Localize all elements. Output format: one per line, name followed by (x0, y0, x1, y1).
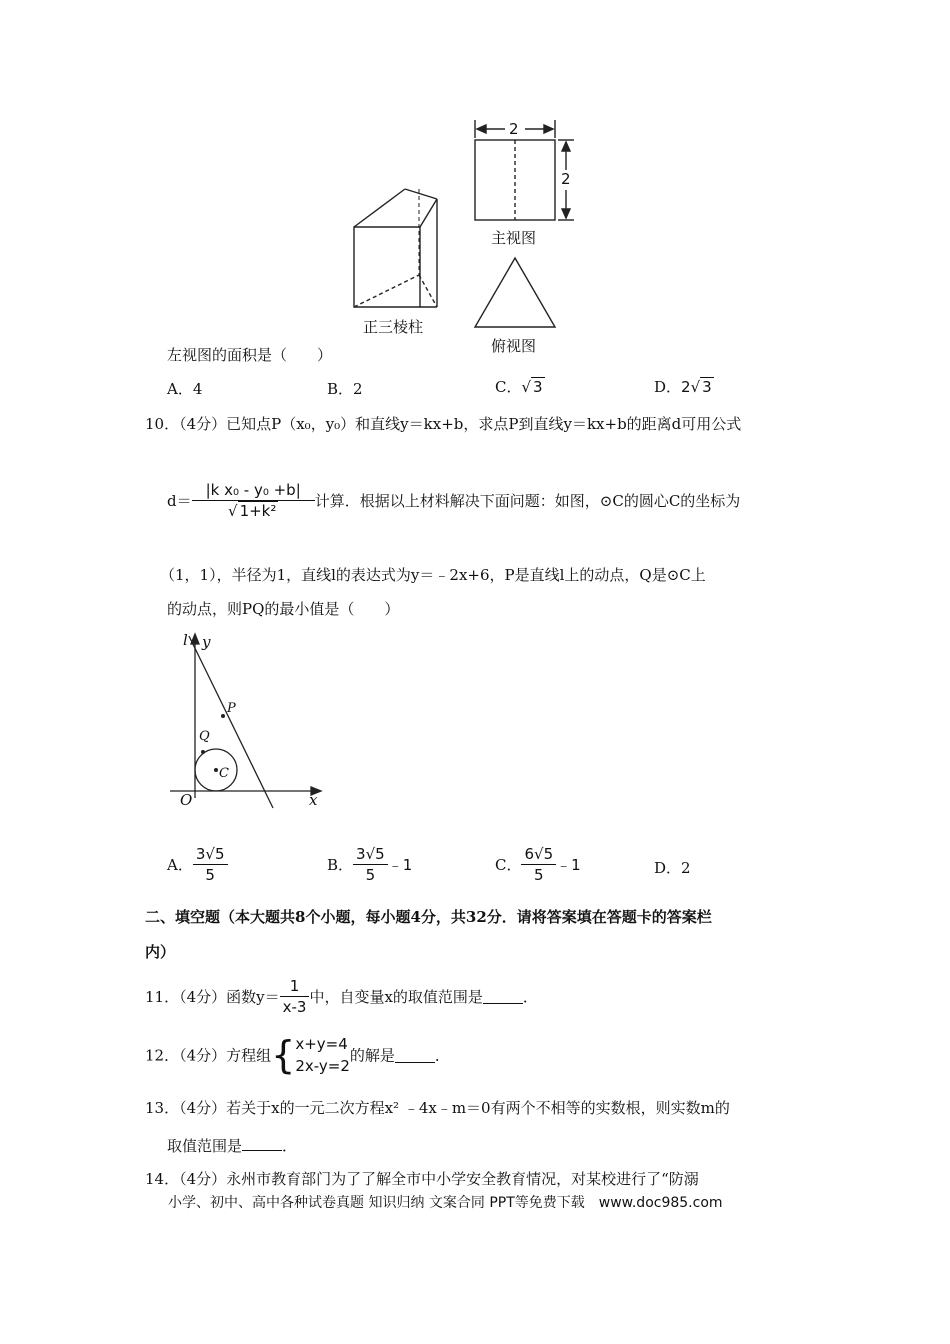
front-view-drawing (475, 120, 574, 220)
q11-answer-blank (483, 989, 523, 1004)
q12-eq1: x+y=4 (295, 1035, 348, 1053)
footer-banner: 小学、初中、高中各种试卷真题 知识归纳 文案合同 PPT等免费下载 www.doc985.com (168, 1195, 723, 1211)
q11-post: 中，自变量x的取值范围是 (309, 988, 483, 1006)
q9-stem: 左视图的面积是（ ） (167, 346, 333, 364)
q10-line3: （1，1），半径为1，直线l的表达式为y＝﹣2x+6，P是直线l上的动点，Q是⊙C上 (160, 566, 706, 584)
fig-label-l: l (183, 631, 188, 649)
q10-option-d-value: 2 (681, 859, 691, 877)
q10-formula-denominator: 1+k² (239, 502, 277, 520)
top-view-label: 俯视图 (491, 337, 537, 355)
q14-line1: 14．（4分）永州市教育部门为了了解全市中小学安全教育情况，对某校进行了“防溺 (145, 1170, 699, 1188)
q9-option-a (167, 378, 202, 399)
q10-option-a (167, 844, 228, 885)
q9-option-d-letter: D． (654, 378, 682, 396)
q9-option-d-coef: 2 (681, 378, 691, 396)
q11-end: ． (522, 988, 538, 1006)
q10-formula-lhs: d＝ (167, 492, 192, 510)
q9-option-d-radicand: 3 (702, 378, 712, 396)
point-p (221, 714, 225, 718)
section2-heading-line2: 内） (145, 943, 176, 961)
top-view-drawing (475, 258, 555, 327)
q10-option-b-letter: B． (327, 856, 354, 874)
q12-answer-blank (395, 1048, 435, 1063)
q12-brace: { (271, 1033, 296, 1077)
prism-label: 正三棱柱 (363, 318, 424, 336)
q12-post: 的解是 (349, 1046, 395, 1065)
q10-option-d (654, 857, 691, 878)
fig-label-c: C (219, 766, 229, 781)
q9-option-a-value: 4 (192, 380, 203, 398)
point-c (214, 768, 218, 772)
q10-option-b-tail: ﹣1 (387, 856, 413, 874)
q10-option-c-tail: ﹣1 (556, 856, 581, 874)
q10-option-d-letter: D． (654, 859, 682, 877)
q10-option-a-den: 5 (205, 866, 215, 884)
q12-end: ． (434, 1046, 450, 1065)
width-label: 2 (509, 120, 519, 138)
q10-formula-numerator: |k x₀ - y₀ +b| (192, 480, 315, 501)
q13-line2-end: ． (282, 1137, 298, 1155)
q10-option-c (495, 844, 581, 885)
fig-label-x: x (309, 791, 318, 809)
fig-label-q: Q (199, 729, 210, 744)
fig-label-y: y (202, 633, 211, 651)
q9-option-d: D．2√ 3 (654, 378, 712, 396)
q10-option-c-letter: C． (495, 856, 522, 874)
q12-eq2: 2x-y=2 (295, 1057, 350, 1075)
section2-heading-line1: 二、填空题（本大题共8个小题，每小题4分，共32分．请将答案填在答题卡的答案栏 (145, 908, 712, 926)
q13-line2 (167, 1135, 297, 1156)
q10-line2-rest: 计算．根据以上材料解决下面问题：如图，⊙C的圆心C的坐标为 (314, 492, 741, 510)
q10-formula-line (167, 480, 740, 521)
q11-pre: 11．（4分）函数y＝ (145, 988, 280, 1006)
height-label: 2 (561, 170, 571, 188)
prism-drawing (354, 189, 437, 307)
q12 (145, 1033, 450, 1077)
q11 (145, 976, 538, 1017)
point-q (201, 750, 205, 754)
q9-option-b-letter: B． (327, 380, 354, 398)
q10-option-b-den: 5 (365, 866, 376, 884)
fig-label-o: O (180, 791, 193, 809)
q9-option-a-letter: A． (167, 380, 193, 398)
q10-line4: 的动点，则PQ的最小值是（ ） (167, 600, 400, 618)
fig-label-p: P (227, 701, 236, 716)
q10-option-c-den: 5 (534, 866, 544, 884)
front-view-label: 主视图 (491, 229, 537, 247)
q11-den: x-3 (282, 998, 307, 1016)
q9-option-c: C．√ 3 (495, 378, 543, 396)
line-l (189, 636, 273, 808)
q10-formula: $\frac{\text{|k x₀ - y₀ +b|}}{\text{√ 1+k²}}$ (192, 480, 315, 521)
q10-option-a-letter: A． (167, 856, 193, 874)
q10-option-b-num: 3√5 (353, 844, 388, 865)
q13-line1: 13．（4分）若关于x的一元二次方程x² ﹣4x﹣m＝0有两个不相等的实数根，则实数m的 (145, 1099, 730, 1117)
q13-answer-blank (242, 1136, 282, 1151)
q9-option-b (327, 378, 363, 399)
q9-option-c-letter: C． (495, 378, 522, 396)
q10-line1: 10．（4分）已知点P（x₀，y₀）和直线y＝kx+b，求点P到直线y＝kx+b的距离d可用公式 (145, 415, 742, 433)
q10-coordinate-figure (165, 630, 335, 810)
q10-option-c-num: 6√5 (521, 844, 556, 865)
q9-option-c-radicand: 3 (533, 378, 543, 396)
q11-num: 1 (280, 976, 310, 997)
q13-line2-pre: 取值范围是 (167, 1137, 243, 1155)
q10-option-b (327, 844, 412, 885)
q10-option-a-num: 3√5 (193, 844, 228, 865)
q9-option-b-value: 2 (353, 380, 363, 398)
q12-pre: 12．（4分）方程组 (145, 1046, 272, 1065)
